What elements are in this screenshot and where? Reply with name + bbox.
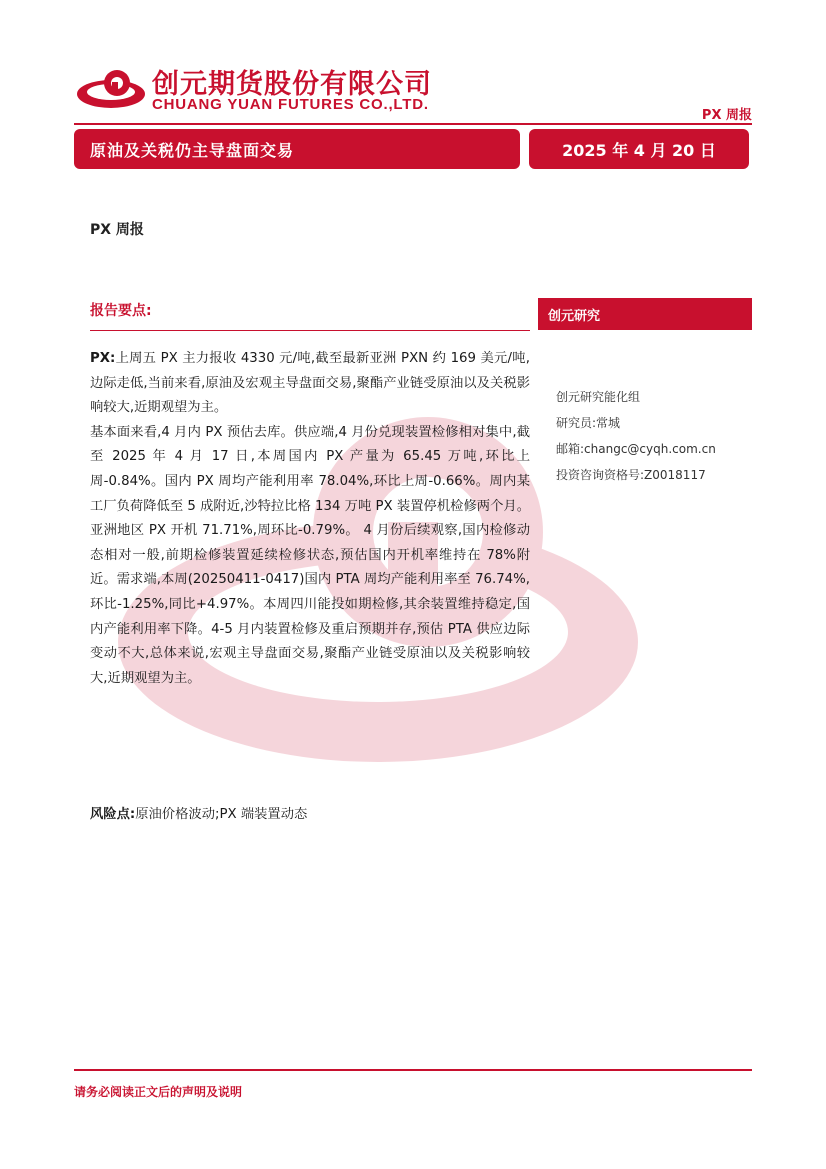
company-logo (74, 62, 454, 118)
analyst-info (556, 384, 716, 488)
risk-section (90, 803, 530, 827)
report-type-tag: PX 周报 (701, 108, 752, 123)
sidebar-heading: 创元研究 (538, 298, 752, 330)
report-title-banner: 原油及关税仍主导盘面交易 (74, 129, 520, 169)
footer-divider (74, 1069, 752, 1071)
risk-text: 原油价格波动;PX 端装置动态 (135, 807, 308, 822)
keypoints-divider (90, 330, 530, 331)
px-lead-label: PX: (90, 351, 116, 366)
section-label: PX 周报 (90, 222, 144, 238)
summary-text: 上周五 PX 主力报收 4330 元/吨,截至最新亚洲 PXN 约 169 美元/吨,边际走低,当前来看,原油及宏观主导盘面交易,聚酯产业链受原油以及关税影响较大,近期观望为主。 (90, 351, 530, 416)
report-date-banner: 2025 年 4 月 20 日 (529, 129, 749, 169)
license-number: 投资咨询资格号:Z0018117 (556, 468, 706, 482)
keypoints-heading: 报告要点: (90, 303, 152, 319)
paragraph-fundamentals: 基本面来看,4 月内 PX 预估去库。供应端,4 月份兑现装置检修相对集中,截至 2025 年 4 月 17 日,本周国内 PX 产量为 65.45 万吨,环比上周-0.84%。国内 PX 周均产能利用率 78.04%,环比上周-0.66%。周内某工厂负荷降低至 5 成附近,沙特拉比格 134 万吨 PX 装置停机检修两个月。亚洲地区 PX 开机 71.71%,周环比-0.79%。 4 月份后续观察,国内检修动态相对一般,前期检修装置延续检修状态,预估国内开机率维持在 78%附近。需求端,本周(20250411-0417)国内 PTA 周均产能利用率至 76.74%,环比-1.25%,同比+4.97%。本周四川能投如期检修,其余装置维持稳定,国内产能利用率下降。4-5 月内装置检修及重启预期并存,预估 PTA 供应边际变动不大,总体来说,宏观主导盘面交易,聚酯产业链受原油以及关税影响较大,近期观望为主。 (90, 424, 530, 686)
keypoints-body (90, 347, 530, 691)
risk-label: 风险点: (90, 807, 136, 822)
analyst-email[interactable]: 邮箱:changc@cyqh.com.cn (556, 442, 716, 456)
company-name-cn: 创元期货股份有限公司 (152, 69, 432, 100)
research-group: 创元研究能化组 (556, 390, 641, 404)
company-name-en: CHUANG YUAN FUTURES CO.,LTD. (152, 96, 429, 113)
footer-disclaimer: 请务必阅读正文后的声明及说明 (74, 1085, 243, 1099)
logo-mark-icon (74, 68, 148, 112)
header-divider (74, 123, 752, 125)
paragraph-summary (90, 347, 530, 421)
analyst-name: 研究员:常城 (556, 416, 621, 430)
